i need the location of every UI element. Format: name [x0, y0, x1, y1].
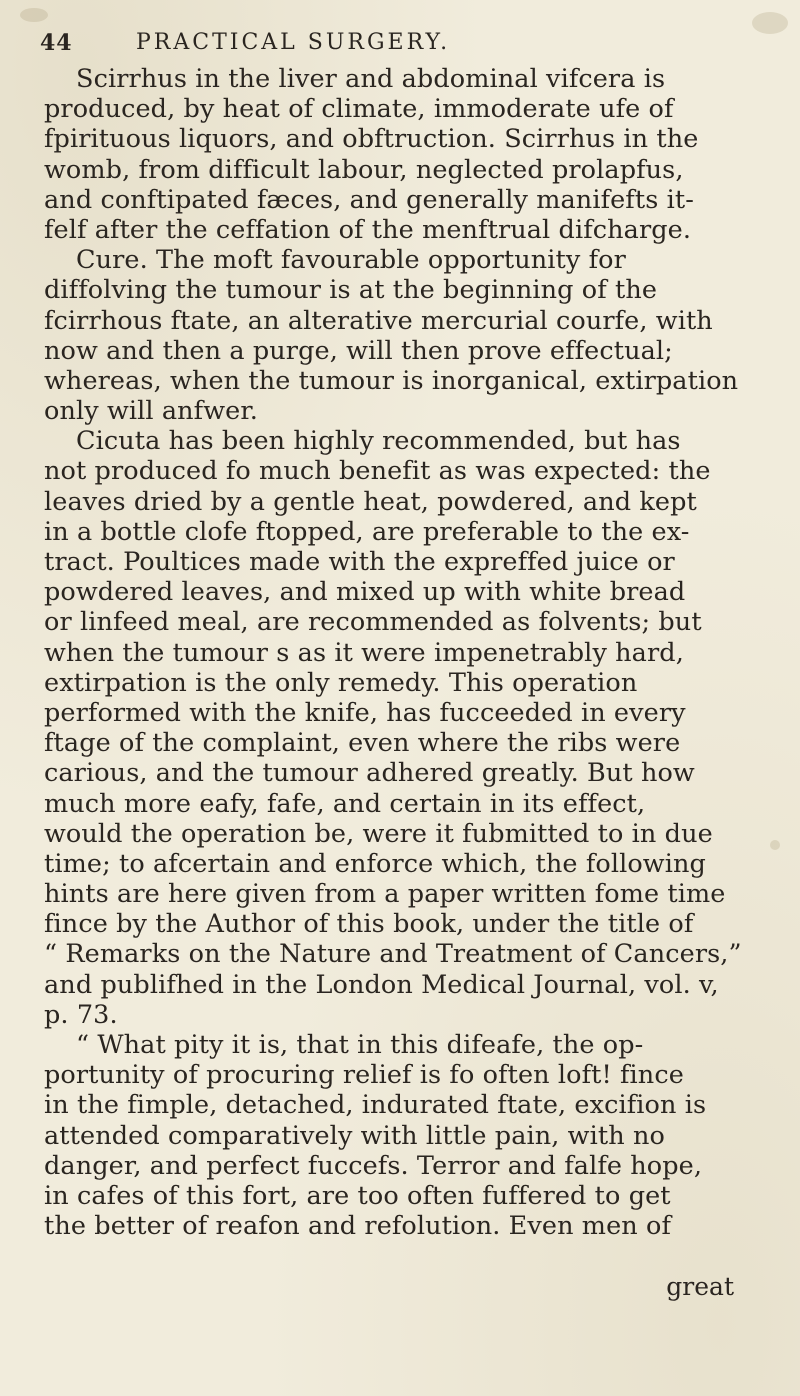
text-line: womb, from difficult labour, neglected prolapfus,	[44, 154, 684, 185]
text-line: whereas, when the tumour is inorganical, extirpation	[44, 365, 739, 396]
text-line: tract. Poultices made with the expreffed juice or	[44, 547, 675, 577]
text-line: Cicuta has been highly recommended, but has	[76, 426, 681, 457]
text-line: in the fimple, detached, indurated ftate, excifion is	[44, 1090, 707, 1121]
text-line: only will anfwer.	[44, 396, 259, 427]
text-line: ftage of the complaint, even where the ribs were	[44, 728, 681, 759]
text-line: “ Remarks on the Nature and Treatment of Cancers,”	[44, 939, 742, 970]
text-line: hints are here given from a paper written fome time	[44, 879, 726, 910]
running-head: PRACTICAL SURGERY.	[136, 30, 451, 55]
text-line: in cafes of this fort, are too often fuffered to get	[44, 1180, 671, 1211]
text-line: and publifhed in the London Medical Journal, vol. v,	[44, 969, 719, 1000]
text-line: p. 73.	[44, 999, 118, 1030]
page-number: 44	[40, 30, 73, 56]
text-line: extirpation is the only remedy. This operation	[44, 667, 638, 698]
text-line: portunity of procuring relief is fo often loft! fince	[44, 1060, 684, 1091]
text-line: carious, and the tumour adhered greatly. But how	[44, 758, 695, 789]
text-line: much more eafy, fafe, and certain in its effect,	[44, 788, 646, 819]
body-text	[44, 64, 760, 1241]
text-line: “ What pity it is, that in this difeafe, the op-	[76, 1030, 644, 1060]
text-line: and conftipated fæces, and generally manifefts it-	[44, 184, 694, 215]
text-line: the better of reafon and refolution. Even men of	[44, 1211, 671, 1242]
text-line: Scirrhus in the liver and abdominal vifcera is	[76, 64, 666, 94]
text-line: diffolving the tumour is at the beginning of the	[44, 275, 658, 306]
text-line: leaves dried by a gentle heat, powdered, and kept	[44, 486, 697, 517]
text-line: time; to afcertain and enforce which, the following	[44, 848, 706, 879]
paper-stain	[20, 8, 48, 22]
text-line: or linfeed meal, are recommended as folvents; but	[44, 607, 702, 638]
text-line: produced, by heat of climate, immoderate ufe of	[44, 94, 674, 125]
text-line: would the operation be, were it fubmitted to in due	[44, 818, 713, 849]
paper-stain	[770, 840, 780, 850]
text-line: felf after the ceffation of the menftrual difcharge.	[44, 214, 692, 245]
text-line: fpirituous liquors, and obftruction. Scirrhus in the	[44, 124, 699, 155]
catchword: great	[666, 1272, 734, 1301]
text-line: now and then a purge, will then prove effectual;	[44, 335, 673, 366]
text-line: fince by the Author of this book, under the title of	[44, 909, 694, 940]
text-line: not produced fo much benefit as was expected: the	[44, 456, 711, 487]
text-line: powdered leaves, and mixed up with white bread	[44, 577, 686, 608]
text-line: danger, and perfect fuccefs. Terror and falfe hope,	[44, 1150, 703, 1181]
text-line: attended comparatively with little pain, with no	[44, 1120, 665, 1151]
text-line: fcirrhous ftate, an alterative mercurial courfe, with	[44, 305, 713, 336]
text-line: when the tumour s as it were impenetrably hard,	[44, 637, 684, 668]
page-header	[40, 30, 760, 60]
text-line: performed with the knife, has fucceeded in every	[44, 697, 686, 728]
text-line: in a bottle clofe ftopped, are preferable to the ex-	[44, 516, 690, 547]
text-line: Cure. The moft favourable opportunity for	[76, 245, 626, 276]
